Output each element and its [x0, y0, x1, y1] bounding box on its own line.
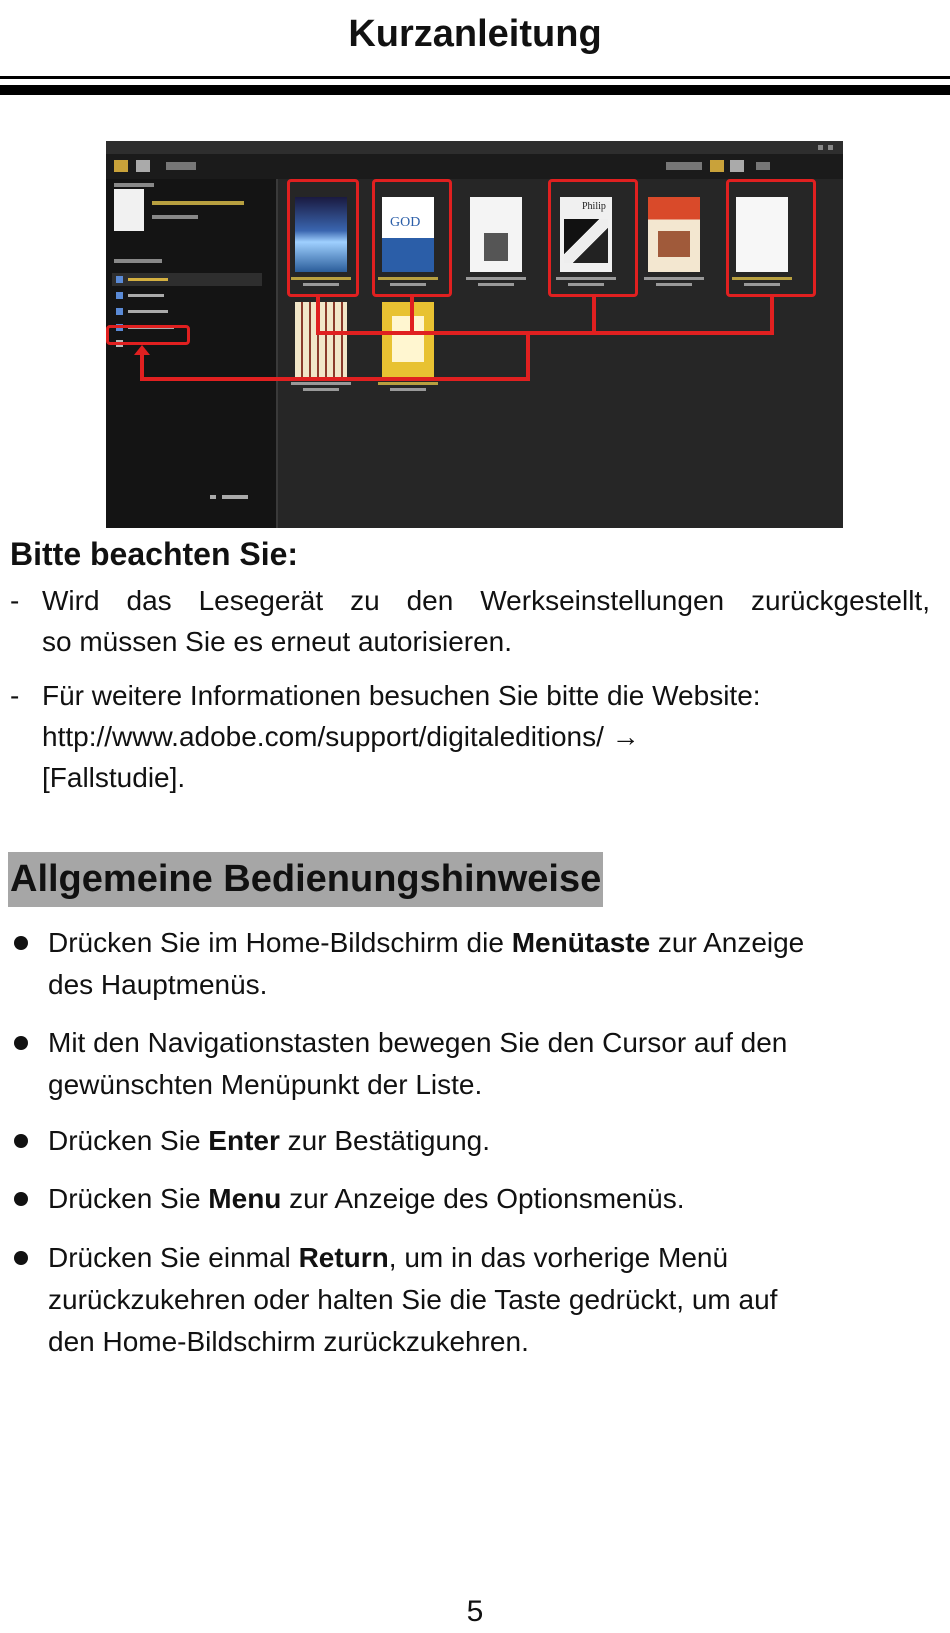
- note-line: Wird das Lesegerät zu den Werkseinstellungen zurückgestellt,: [42, 585, 930, 616]
- highlight-box: [548, 179, 638, 297]
- note-line: so müssen Sie es erneut autorisieren.: [42, 626, 513, 657]
- note-item: - Für weitere Informationen besuchen Sie bitte die Website: http://www.adobe.com/support/digitaleditions/ → [Fallstudie].: [10, 675, 930, 798]
- library-view-icon: [114, 160, 128, 172]
- page-number: 5: [466, 1595, 484, 1628]
- note-line: [Fallstudie].: [42, 762, 186, 793]
- bullet-icon: [14, 1192, 28, 1206]
- bullet-item: Mit den Navigationstasten bewegen Sie den Cursor auf den gewünschten Menüpunkt der Liste.: [10, 1022, 920, 1106]
- bullet-icon: [14, 1134, 28, 1148]
- bullet-item: Drücken Sie Enter zur Bestätigung.: [10, 1120, 920, 1162]
- highlight-box: [372, 179, 452, 297]
- note-heading: Bitte beachten Sie:: [10, 536, 299, 572]
- bullet-item: Drücken Sie Menu zur Anzeige des Optionsmenüs.: [10, 1178, 920, 1220]
- bullet-item: Drücken Sie einmal Return, um in das vorherige Menü zurückzukehren oder halten Sie die Taste gedrückt, um auf den Home-Bildschirm zurückzukehren.: [10, 1237, 920, 1363]
- highlight-box: [287, 179, 359, 297]
- bullet-icon: [14, 1036, 28, 1050]
- bullet-icon: [14, 1251, 28, 1265]
- bullet-item: Drücken Sie im Home-Bildschirm die Menütaste zur Anzeige des Hauptmenüs.: [10, 922, 920, 1006]
- screenshot-sidebar: [106, 179, 278, 528]
- grid-view-icon: [710, 160, 724, 172]
- book-cover-text: Philip: [582, 201, 606, 212]
- library-screenshot: [106, 141, 843, 528]
- book-cover: [648, 197, 700, 272]
- arrow-right-icon: →: [611, 721, 640, 752]
- book-cover: [295, 302, 347, 377]
- highlight-box: [106, 325, 190, 345]
- highlight-box: [726, 179, 816, 297]
- header-rule-thick: [0, 85, 950, 95]
- page-title: Kurzanleitung: [348, 13, 602, 55]
- section-heading: Allgemeine Bedienungshinweise: [8, 852, 603, 907]
- website-link[interactable]: http://www.adobe.com/support/digitaleditions/: [42, 721, 604, 752]
- folder-icon: [136, 160, 150, 172]
- list-view-icon: [730, 160, 744, 172]
- last-read-book-thumbnail: [114, 189, 144, 231]
- note-line: Für weitere Informationen besuchen Sie bitte die Website:: [42, 680, 761, 711]
- screenshot-toolbar: [106, 154, 843, 179]
- arrow-up-icon: [134, 345, 150, 355]
- note-item: - Wird das Lesegerät zu den Werkseinstellungen zurückgestellt, so müssen Sie es erneut autorisieren.: [10, 580, 930, 662]
- header-rule-thin: [0, 76, 950, 79]
- book-cover: [382, 302, 434, 377]
- book-cover: [470, 197, 522, 272]
- bullet-icon: [14, 936, 28, 950]
- book-cover-text: GOD: [390, 215, 421, 230]
- screenshot-titlebar: [106, 141, 843, 155]
